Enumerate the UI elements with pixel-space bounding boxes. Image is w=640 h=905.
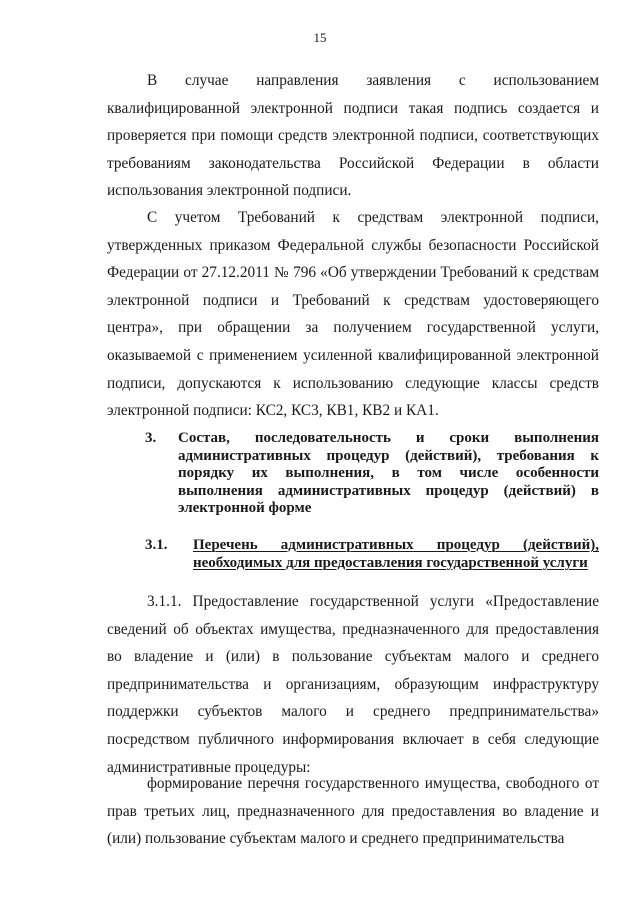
section-3-1-heading [145,537,599,572]
page-number: 15 [313,30,327,45]
paragraph-procedure-list-item: формирование перечня государственного имущества, свободного от прав третьих лиц, предназначенного для предоставления во владение и (или) пользование субъектам малого и среднего предпринимательства [107,775,599,848]
section-3-1-title: Перечень административных процедур (действий), необходимых для предоставления государственной услуги [193,537,599,571]
paragraph-signature-creation: В случае направления заявления с использованием квалифицированной электронной подписи такая подпись создается и проверяется при помощи средств электронной подписи, соответствующих требованиям законодательства Российской Федерации в области использования электронной подписи. [107,72,599,200]
section-3-heading [145,430,599,518]
section-3-number: 3. [145,430,157,446]
section-3-title: Состав, последовательность и сроки выполнения административных процедур (действий), требования к порядку их выполнения, в том числе особенности выполнения административных процедур (действий) в электронной форме [178,430,599,516]
paragraph-3-1-1: 3.1.1. Предоставление государственной услуги «Предоставление сведений об объектах имущества, предназначенного для предоставления во владение и (или) в пользование субъектам малого и среднего предпринимательства и организациям, образующим инфраструктуру поддержки субъектов малого и среднего предпринимательства» посредством публичного информирования включает в себя следующие административные процедуры: [107,593,599,776]
paragraph-signature-classes: С учетом Требований к средствам электронной подписи, утвержденных приказом Федеральной службы безопасности Российской Федерации от 27.12.2011 № 796 «Об утверждении Требований к средствам электронной подписи и Требований к средствам удостоверяющего центра», при обращении за получением государственной услуги, оказываемой с применением усиленной квалифицированной электронной подписи, допускаются к использованию следующие классы средств электронной подписи: КС2, КС3, КВ1, КВ2 и КА1. [107,209,599,420]
section-3-1-number: 3.1. [145,537,168,553]
